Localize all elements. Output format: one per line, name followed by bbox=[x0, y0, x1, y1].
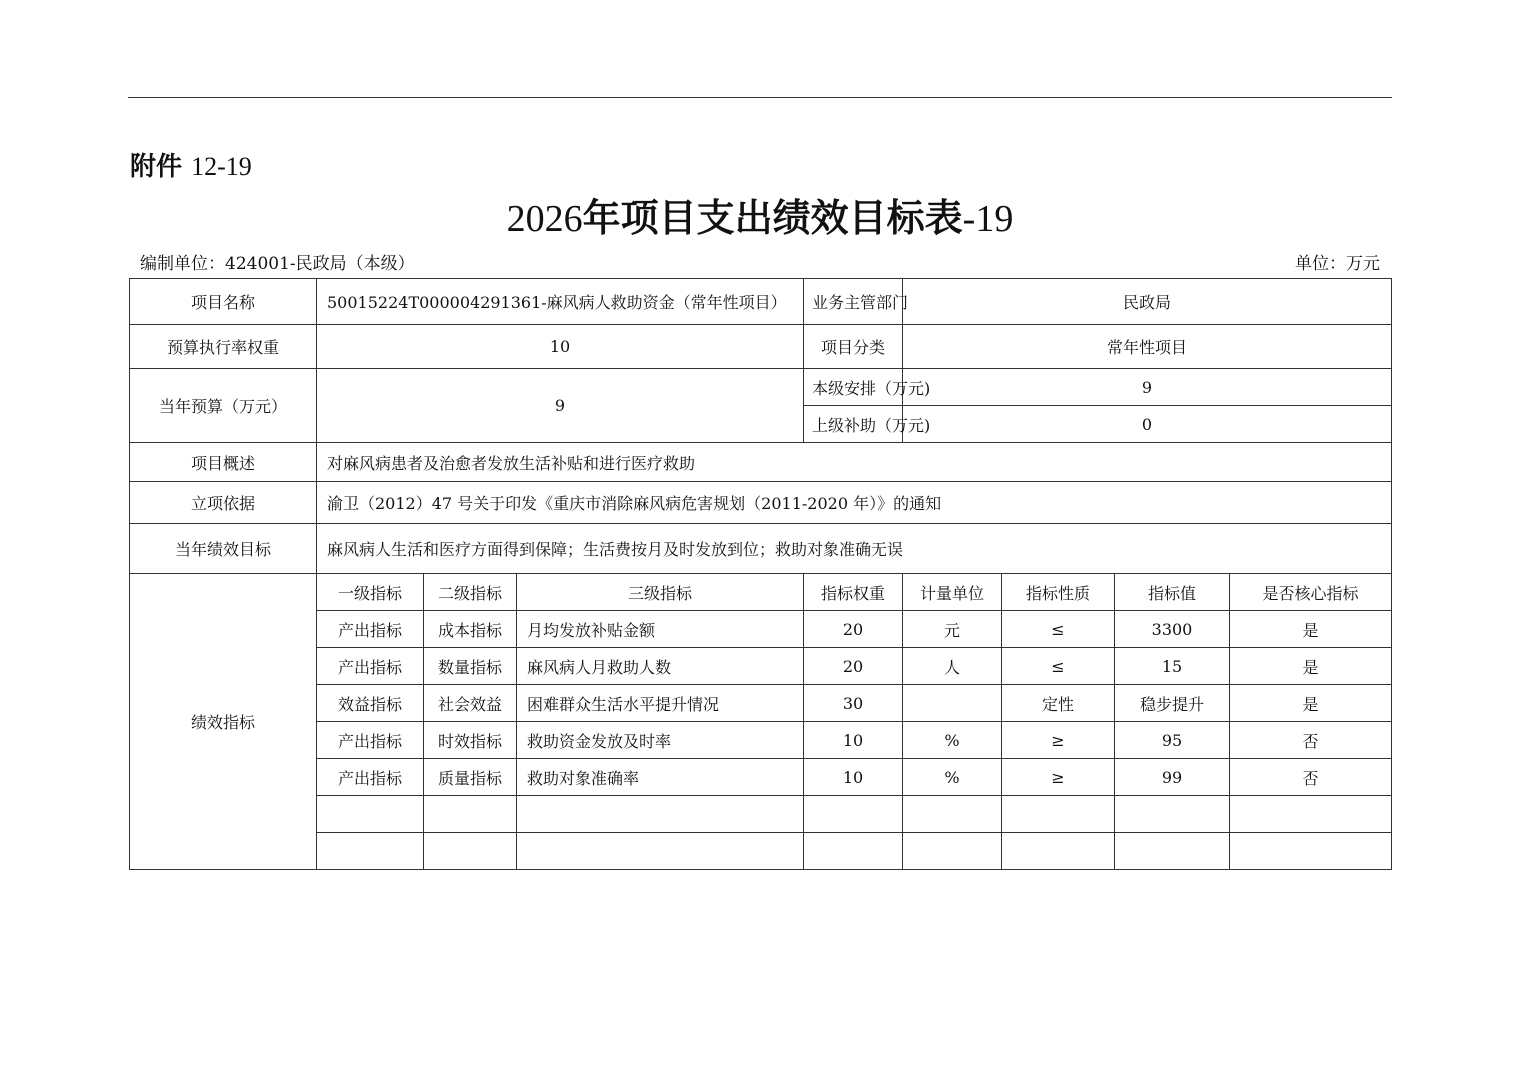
overview-label: 项目概述 bbox=[130, 443, 317, 482]
weight-label: 预算执行率权重 bbox=[130, 325, 317, 369]
level3-cell bbox=[517, 796, 804, 833]
core-cell: 是 bbox=[1230, 648, 1392, 685]
level1-cell: 效益指标 bbox=[317, 685, 424, 722]
header-level2: 二级指标 bbox=[424, 574, 517, 611]
level1-cell bbox=[317, 833, 424, 870]
nature-cell: ≤ bbox=[1002, 611, 1115, 648]
dept-label: 业务主管部门 bbox=[804, 279, 903, 325]
budget-value: 9 bbox=[317, 369, 804, 443]
level2-cell: 时效指标 bbox=[424, 722, 517, 759]
currency-unit: 单位：万元 bbox=[1295, 254, 1380, 274]
level2-cell bbox=[424, 833, 517, 870]
header-level1: 一级指标 bbox=[317, 574, 424, 611]
value-cell: 99 bbox=[1115, 759, 1230, 796]
weight-cell: 10 bbox=[804, 722, 903, 759]
unit-cell bbox=[903, 685, 1002, 722]
indicator-row bbox=[130, 759, 1392, 796]
unit-cell bbox=[903, 796, 1002, 833]
unit-cell: 元 bbox=[903, 611, 1002, 648]
basis-value: 渝卫（2012）47 号关于印发《重庆市消除麻风病危害规划（2011-2020 年）》的通知 bbox=[317, 482, 1392, 524]
nature-cell bbox=[1002, 796, 1115, 833]
project-name-value: 50015224T000004291361-麻风病人救助资金（常年性项目） bbox=[317, 279, 804, 325]
category-label: 项目分类 bbox=[804, 325, 903, 369]
row-goal bbox=[130, 524, 1392, 574]
nature-cell bbox=[1002, 833, 1115, 870]
row-basis bbox=[130, 482, 1392, 524]
nature-cell: ≤ bbox=[1002, 648, 1115, 685]
level2-cell: 数量指标 bbox=[424, 648, 517, 685]
nature-cell: 定性 bbox=[1002, 685, 1115, 722]
weight-cell: 10 bbox=[804, 759, 903, 796]
header-weight: 指标权重 bbox=[804, 574, 903, 611]
project-name-label: 项目名称 bbox=[130, 279, 317, 325]
goal-label: 当年绩效目标 bbox=[130, 524, 317, 574]
core-cell: 是 bbox=[1230, 611, 1392, 648]
header-nature: 指标性质 bbox=[1002, 574, 1115, 611]
compiling-unit: 编制单位：424001-民政局（本级） bbox=[140, 254, 415, 274]
nature-cell: ≥ bbox=[1002, 759, 1115, 796]
row-project-name bbox=[130, 279, 1392, 325]
indicator-row bbox=[130, 648, 1392, 685]
level2-cell: 质量指标 bbox=[424, 759, 517, 796]
weight-value: 10 bbox=[317, 325, 804, 369]
core-cell: 否 bbox=[1230, 759, 1392, 796]
level3-cell: 麻风病人月救助人数 bbox=[517, 648, 804, 685]
value-cell: 95 bbox=[1115, 722, 1230, 759]
unit-cell: % bbox=[903, 722, 1002, 759]
weight-cell: 30 bbox=[804, 685, 903, 722]
indicator-row bbox=[130, 722, 1392, 759]
row-weight bbox=[130, 325, 1392, 369]
level2-cell bbox=[424, 796, 517, 833]
local-label: 本级安排（万元) bbox=[804, 369, 903, 406]
indicator-row bbox=[130, 685, 1392, 722]
level2-cell: 成本指标 bbox=[424, 611, 517, 648]
upper-value: 0 bbox=[903, 406, 1392, 443]
core-cell bbox=[1230, 833, 1392, 870]
weight-cell: 20 bbox=[804, 648, 903, 685]
category-value: 常年性项目 bbox=[903, 325, 1392, 369]
weight-cell bbox=[804, 833, 903, 870]
indicators-section-label: 绩效指标 bbox=[130, 574, 317, 870]
attachment-label: 附件 12-19 bbox=[130, 152, 252, 182]
performance-table bbox=[129, 278, 1392, 870]
level3-cell: 月均发放补贴金额 bbox=[517, 611, 804, 648]
unit-cell: % bbox=[903, 759, 1002, 796]
indicator-header-row bbox=[130, 574, 1392, 611]
dept-value: 民政局 bbox=[903, 279, 1392, 325]
overview-value: 对麻风病患者及治愈者发放生活补贴和进行医疗救助 bbox=[317, 443, 1392, 482]
value-cell bbox=[1115, 833, 1230, 870]
weight-cell: 20 bbox=[804, 611, 903, 648]
indicator-row-empty bbox=[130, 833, 1392, 870]
core-cell: 是 bbox=[1230, 685, 1392, 722]
level1-cell: 产出指标 bbox=[317, 648, 424, 685]
goal-value: 麻风病人生活和医疗方面得到保障；生活费按月及时发放到位；救助对象准确无误 bbox=[317, 524, 1392, 574]
level2-cell: 社会效益 bbox=[424, 685, 517, 722]
level1-cell: 产出指标 bbox=[317, 611, 424, 648]
basis-label: 立项依据 bbox=[130, 482, 317, 524]
core-cell: 否 bbox=[1230, 722, 1392, 759]
value-cell: 3300 bbox=[1115, 611, 1230, 648]
value-cell: 稳步提升 bbox=[1115, 685, 1230, 722]
level3-cell: 救助对象准确率 bbox=[517, 759, 804, 796]
row-overview bbox=[130, 443, 1392, 482]
header-core: 是否核心指标 bbox=[1230, 574, 1392, 611]
header-rule bbox=[128, 97, 1392, 98]
value-cell bbox=[1115, 796, 1230, 833]
budget-label: 当年预算（万元） bbox=[130, 369, 317, 443]
unit-cell bbox=[903, 833, 1002, 870]
core-cell bbox=[1230, 796, 1392, 833]
level1-cell: 产出指标 bbox=[317, 722, 424, 759]
indicator-row bbox=[130, 611, 1392, 648]
header-value: 指标值 bbox=[1115, 574, 1230, 611]
nature-cell: ≥ bbox=[1002, 722, 1115, 759]
row-budget bbox=[130, 369, 1392, 406]
header-unit: 计量单位 bbox=[903, 574, 1002, 611]
level1-cell: 产出指标 bbox=[317, 759, 424, 796]
upper-label: 上级补助（万元) bbox=[804, 406, 903, 443]
level1-cell bbox=[317, 796, 424, 833]
level3-cell: 救助资金发放及时率 bbox=[517, 722, 804, 759]
level3-cell bbox=[517, 833, 804, 870]
indicator-row-empty bbox=[130, 796, 1392, 833]
header-level3: 三级指标 bbox=[517, 574, 804, 611]
level3-cell: 困难群众生活水平提升情况 bbox=[517, 685, 804, 722]
weight-cell bbox=[804, 796, 903, 833]
page-title: 2026年项目支出绩效目标表-19 bbox=[506, 196, 1014, 240]
unit-cell: 人 bbox=[903, 648, 1002, 685]
value-cell: 15 bbox=[1115, 648, 1230, 685]
local-value: 9 bbox=[903, 369, 1392, 406]
